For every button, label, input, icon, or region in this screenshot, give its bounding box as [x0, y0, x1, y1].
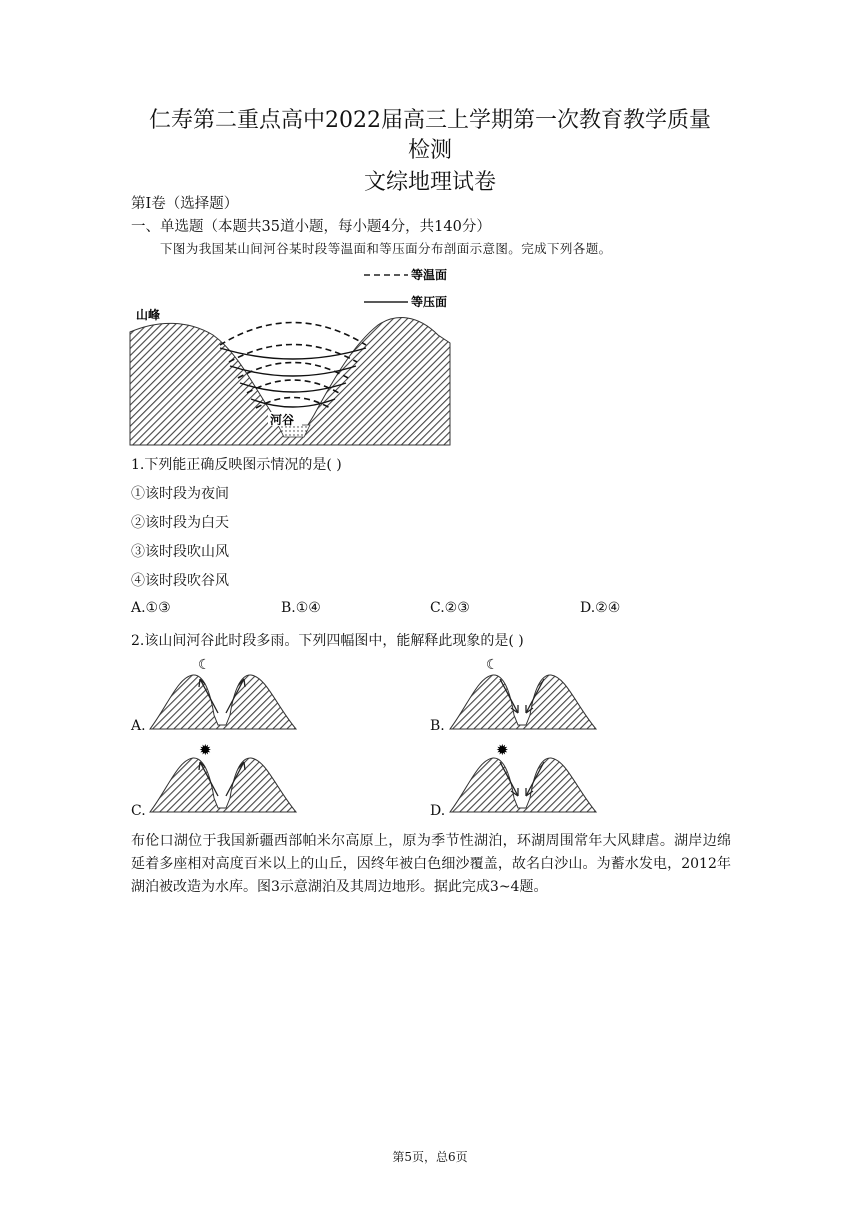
valley-terrain — [150, 758, 296, 812]
passage-text: 布伦口湖位于我国新疆西部帕米尔高原上，原为季节性湖泊，环湖周围常年大风肆虐。湖岸边绵延着多座相对高度百米以上的山丘，因终年被白色细沙覆盖，故名白沙山。为蓄水发电，2012年湖泊被改造为水库。图3示意湖泊及其周边地形。据此完成3~4题。 — [131, 833, 731, 895]
valley-terrain — [450, 758, 596, 812]
label-valley: 河谷 — [270, 413, 295, 427]
sun-icon: ✹ — [496, 741, 509, 759]
q2-diagram-a[interactable] — [148, 655, 298, 731]
section-type: 一、单选题（本题共35道小题，每小题4分，共140分） — [131, 219, 491, 235]
q2-diagram-d[interactable] — [448, 738, 598, 814]
q1-option-a[interactable]: A.①③ — [131, 600, 171, 616]
exam-subtitle: 文综地理试卷 — [363, 170, 496, 195]
q1-option-c[interactable]: C.②③ — [430, 600, 470, 616]
question-intro: 下图为我国某山间河谷某时段等温面和等压面分布剖面示意图。完成下列各题。 — [160, 241, 612, 256]
q1-option-d[interactable]: D.②④ — [580, 600, 621, 616]
q1-item-4: ④该时段吹谷风 — [131, 573, 229, 589]
sun-icon: ✹ — [199, 741, 212, 759]
q1-item-1: ①该时段为夜间 — [131, 486, 229, 502]
page-footer: 第5页，总6页 — [392, 1150, 468, 1164]
q2-diagram-c[interactable] — [148, 738, 298, 814]
valley-cross-section-figure — [128, 265, 452, 447]
valley-terrain — [450, 675, 596, 729]
q2-option-c-label[interactable]: C. — [131, 803, 146, 819]
q2-option-b-label[interactable]: B. — [430, 718, 445, 734]
q1-stem: 1.下列能正确反映图示情况的是( ) — [131, 457, 342, 473]
section-part: 第Ⅰ卷（选择题） — [131, 196, 239, 212]
valley-terrain — [150, 675, 296, 729]
legend-isotherm-label: 等温面 — [411, 268, 448, 282]
q1-item-3: ③该时段吹山风 — [131, 544, 229, 560]
moon-icon: ☾ — [486, 657, 499, 673]
legend-isobar-label: 等压面 — [411, 295, 448, 309]
q2-option-d-label[interactable]: D. — [430, 803, 446, 819]
q2-diagram-b[interactable] — [448, 655, 598, 731]
exam-title-line2: 检测 — [407, 138, 452, 163]
q2-stem: 2.该山间河谷此时段多雨。下列四幅图中，能解释此现象的是( ) — [131, 633, 524, 649]
moon-icon: ☾ — [198, 657, 211, 673]
label-peak: 山峰 — [136, 308, 161, 322]
exam-title-line1: 仁寿第二重点高中2022届高三上学期第一次教育教学质量 — [149, 108, 711, 133]
q1-item-2: ②该时段为白天 — [131, 515, 229, 531]
q1-option-b[interactable]: B.①④ — [281, 600, 321, 616]
q2-option-a-label[interactable]: A. — [131, 718, 146, 734]
